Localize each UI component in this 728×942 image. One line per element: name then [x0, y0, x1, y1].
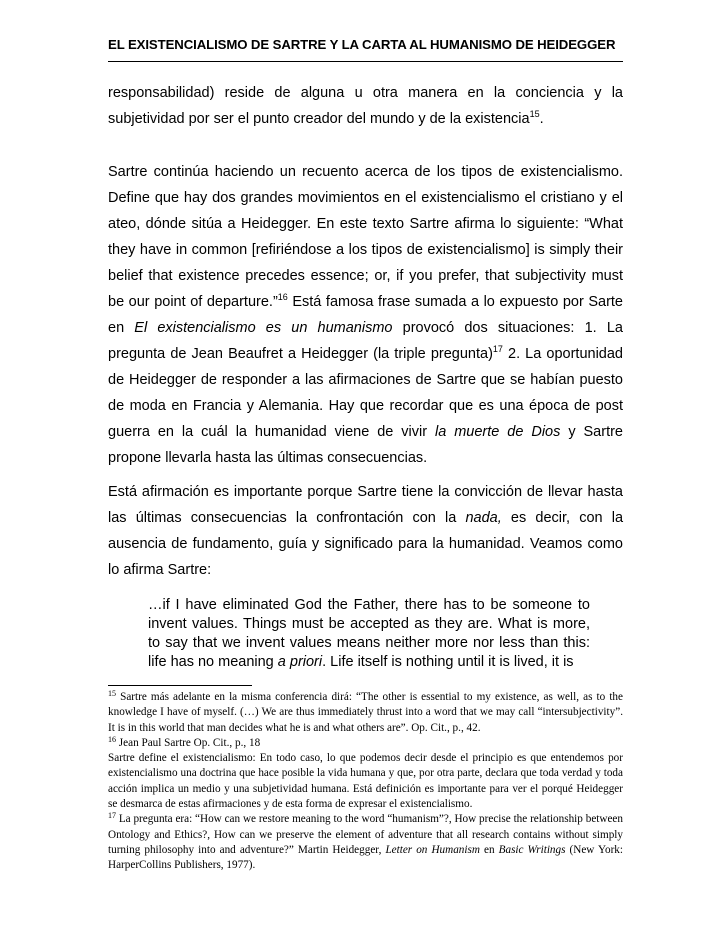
paragraph-1-text: responsabilidad) reside de alguna u otra manera en la conciencia y la subjetividad por ser el punto creador del mundo y de la existencia	[108, 85, 623, 127]
footnote-text: Sartre más adelante en la misma conferencia dirá: “The other is essential to my existence, as well, as to the knowledge I have of myself. (…) We are thus immediately thrust into a word that we may call “intersubjectivity”. It is in this world that man decides what he is and what others are”. Op. Cit., p., 42.	[108, 691, 623, 734]
footnote-16	[108, 736, 623, 751]
footnote-17	[108, 812, 623, 873]
footnote-text: Sartre define el existencialismo: En todo caso, lo que podemos decir desde el principio es que entendemos por existencialismo una doctrina que hace posible la vida humana y que, por otra parte, declara que toda verdad y toda acción implica un medio y una subjetividad humana. Está definición es importante para ver el porqué Heidegger se desmarca de estas afirmaciones y de esta forma de expresar el existencialismo.	[108, 752, 623, 811]
footnote-text: La pregunta era: “How can we restore meaning to the word “humanism”?, How precise the relationship between Ontology and Ethics?, How can we preserve the element of adventure that all research contains without simply turning philosophy into and adventure?” Martin Heidegger,	[108, 813, 623, 856]
block-quote	[148, 596, 590, 672]
paragraph-2-part-c: provocó dos situaciones: 1. La pregunta de Jean Beaufret a Heidegger (la triple pregunta)	[108, 320, 623, 362]
paragraph-3-part-b: es decir, con la ausencia de fundamento, guía y significado para la humanidad. Veamos como lo afirma Sartre:	[108, 510, 624, 578]
paragraph-2-part-a: Sartre continúa haciendo un recuento acerca de los tipos de existencialismo. Define que hay dos grandes movimientos en el existencialismo el cristiano y el ateo, dónde sitúa a Heidegger. En este texto Sartre afirma lo siguiente: “What they have in common [refiriéndose a los tipos de existencialismo] is simply their belief that existence precedes essence; or, if you prefer, that subjectivity must be our point of departure.”	[108, 164, 623, 310]
paragraph-2	[108, 159, 623, 471]
header-rule	[108, 61, 623, 62]
footnote-16-continuation	[108, 751, 623, 812]
footnote-text: en	[479, 843, 499, 856]
italic-phrase: la muerte de Dios	[435, 424, 561, 440]
italic-word: nada,	[465, 510, 502, 526]
quote-part-a: …if I have eliminated God the Father, there has to be someone to invent values. Things must be accepted as they are. What is more, to say that we invent values means neither more nor less than this: life has no meaning	[148, 597, 590, 670]
footnotes	[108, 690, 623, 874]
quote-part-b: . Life itself is nothing until it is lived, it is	[322, 654, 574, 670]
footnote-ref-15[interactable]: 15	[529, 109, 540, 119]
footnote-ref-17[interactable]: 17	[492, 344, 503, 354]
footnote-text: Jean Paul Sartre Op. Cit., p., 18	[116, 736, 261, 749]
footnote-number: 17	[108, 811, 116, 821]
quote-italic: a priori	[277, 654, 323, 670]
paragraph-1	[108, 80, 623, 132]
footnote-ref-16[interactable]: 16	[277, 292, 288, 302]
footnote-separator	[108, 685, 252, 686]
paragraph-3	[108, 479, 623, 583]
footnote-number: 15	[108, 689, 116, 698]
paragraph-3-part-a: Está afirmación es importante porque Sartre tiene la convicción de llevar hasta las últimas consecuencias la confrontación con la	[108, 484, 623, 526]
running-header: EL EXISTENCIALISMO DE SARTRE Y LA CARTA AL HUMANISMO DE HEIDEGGER	[108, 37, 616, 52]
footnote-book-title: Letter on Humanism	[385, 843, 480, 856]
paragraph-2-part-e: y Sartre propone llevarla hasta las últimas consecuencias.	[108, 424, 623, 466]
paragraph-1-end: .	[539, 111, 544, 127]
book-title: El existencialismo es un humanismo	[134, 320, 393, 336]
paragraph-2-part-d: 2. La oportunidad de Heidegger de responder a las afirmaciones de Sartre que se habían puesto de moda en Francia y Alemania. Hay que recordar que es una época de post guerra en la cuál la humanidad viene de vivir	[108, 346, 623, 440]
footnote-text: (New York: HarperCollins Publishers, 1977).	[108, 843, 624, 872]
footnote-book-title: Basic Writings	[498, 843, 566, 856]
footnote-number: 16	[108, 734, 116, 744]
footnote-15	[108, 690, 623, 736]
paragraph-2-part-b: Está famosa frase sumada a lo expuesto por Sarte en	[108, 294, 623, 336]
